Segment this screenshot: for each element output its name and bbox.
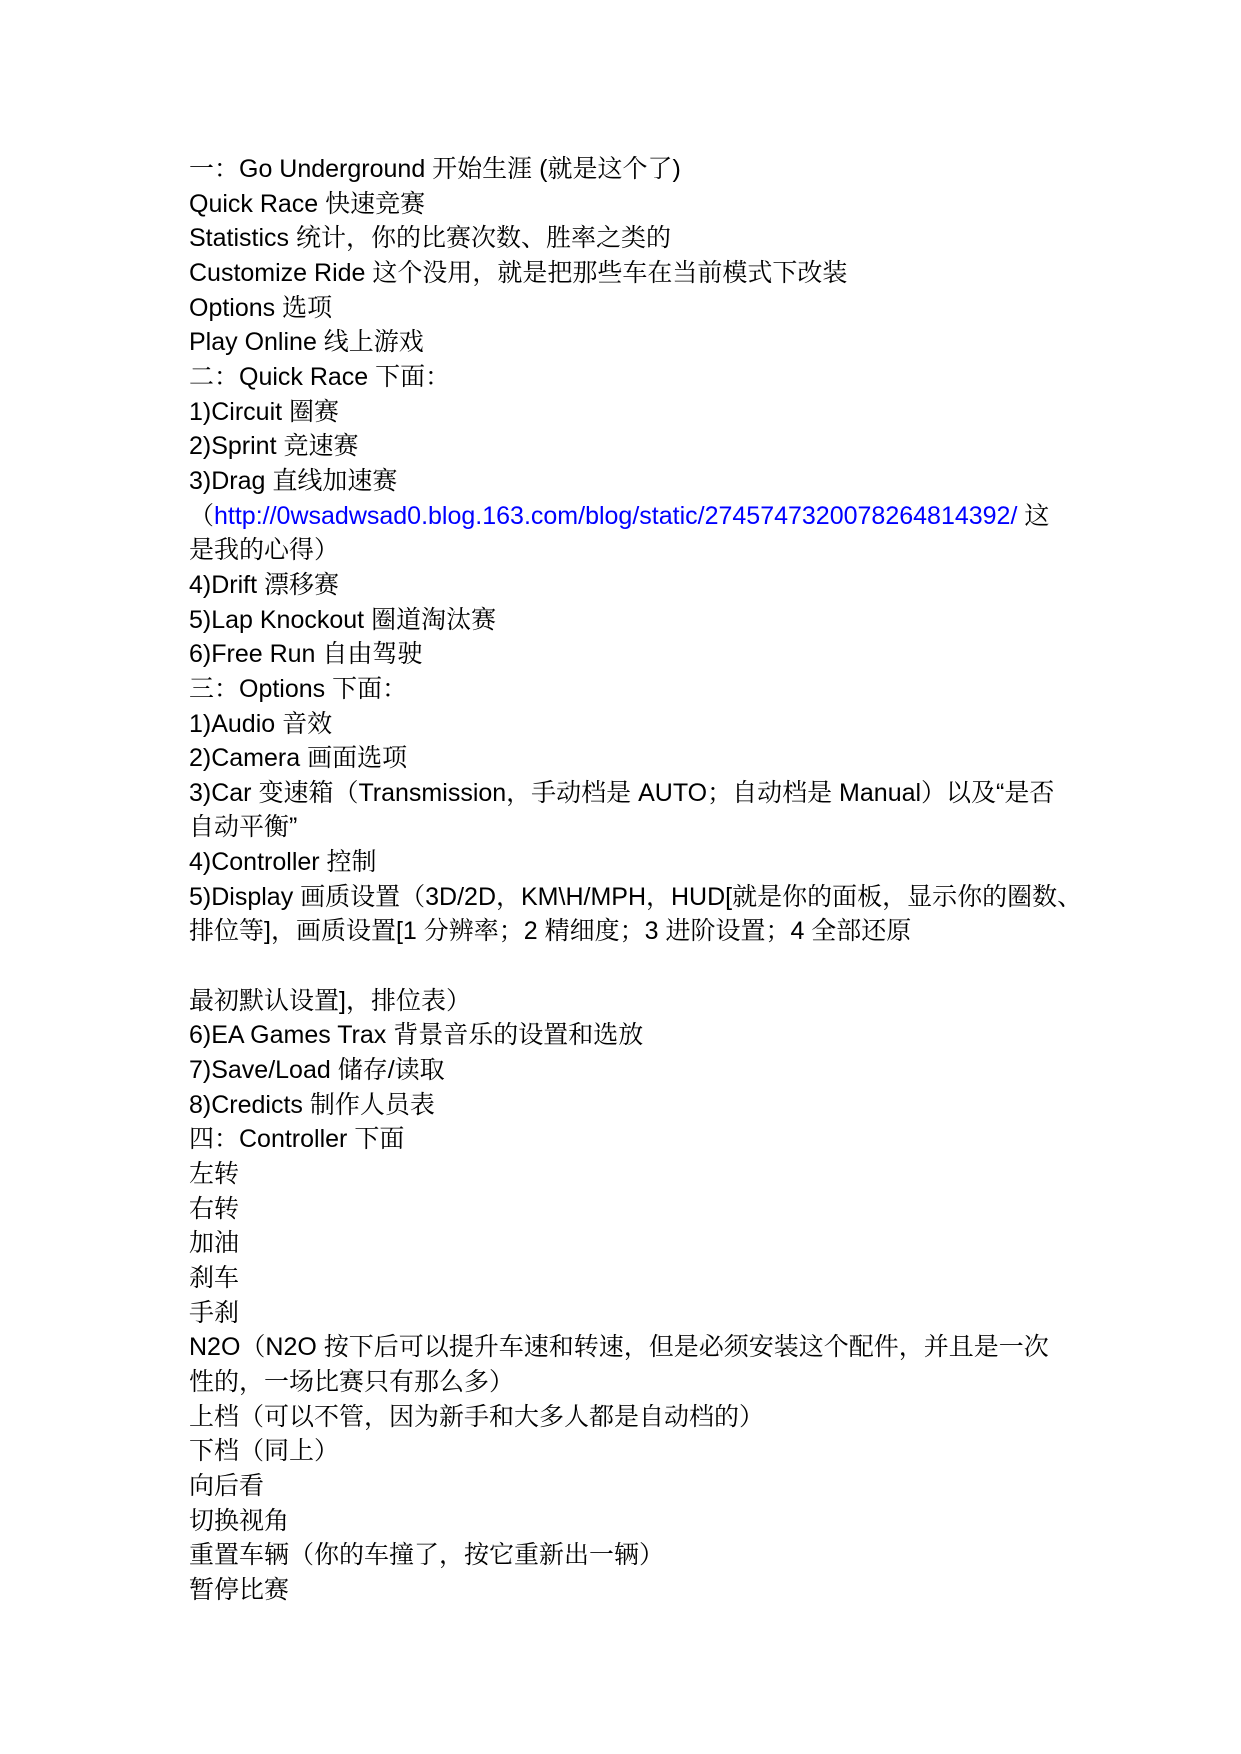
race-mode-drag: 3)Drag 直线加速赛 [189,466,398,495]
drag-note [189,499,1189,568]
option-car [189,776,1189,845]
control-shift-down: 下档（同上） [189,1437,340,1466]
control-steer-right: 右转 [189,1194,240,1223]
control-n2o-line: N2O（N2O 按下后可以提升车速和转速，但是必须安装这个配件，并且是一次 [189,1333,1049,1362]
option-display-line: 5)Display 画质设置（3D/2D，KM\H/MPH，HUD[就是你的面板，显示你的圈数、 [189,882,1083,911]
option-display [189,880,1189,1019]
option-display-line: 最初默认设置]，排位表） [189,986,471,1015]
race-mode-circuit: 1)Circuit 圈赛 [189,397,340,426]
drag-note-open: （ [189,501,215,530]
option-car-line: 3)Car 变速箱（Transmission，手动档是 AUTO；自动档是 Manual）以及“是否 [189,778,1055,807]
menu-item-options: Options 选项 [189,293,333,322]
section-quick-race [189,360,1189,672]
section-heading-options: 三：Options 下面： [189,674,408,703]
control-reset-car: 重置车辆（你的车撞了，按它重新出一辆） [189,1541,665,1570]
menu-item-customize-ride: Customize Ride 这个没用，就是把那些车在当前模式下改装 [189,258,848,287]
option-ea-games-trax: 6)EA Games Trax 背景音乐的设置和选放 [189,1021,644,1050]
blank-line [189,949,1189,984]
drag-note-after-link: 这 [1017,501,1050,530]
section-main-menu [189,152,1189,360]
menu-item-quick-race: Quick Race 快速竞赛 [189,189,426,218]
section-heading-main-menu: 一：Go Underground 开始生涯 (就是这个了) [189,155,681,183]
option-audio: 1)Audio 音效 [189,709,333,738]
document-body [189,152,1189,1608]
section-controller [189,1122,1189,1607]
control-shift-up: 上档（可以不管，因为新手和大多人都是自动档的） [189,1402,765,1431]
option-display-line: 排位等]，画质设置[1 分辨率；2 精细度；3 进阶设置；4 全部还原 [189,917,912,946]
race-mode-sprint: 2)Sprint 竞速赛 [189,432,359,461]
control-steer-left: 左转 [189,1160,240,1189]
race-mode-free-run: 6)Free Run 自由驾驶 [189,640,423,669]
option-car-line: 自动平衡” [189,813,298,842]
option-credits: 8)Credicts 制作人员表 [189,1090,435,1119]
drag-note-continuation: 是我的心得） [189,536,340,565]
control-look-back: 向后看 [189,1471,265,1500]
control-pause: 暂停比赛 [189,1575,290,1604]
option-camera: 2)Camera 画面选项 [189,744,408,773]
control-change-camera: 切换视角 [189,1506,290,1535]
section-heading-controller: 四：Controller 下面 [189,1125,405,1154]
menu-item-statistics: Statistics 统计，你的比赛次数、胜率之类的 [189,224,671,253]
option-controller: 4)Controller 控制 [189,848,377,877]
race-mode-drift: 4)Drift 漂移赛 [189,570,340,599]
blog-link[interactable]: http://0wsadwsad0.blog.163.com/blog/static/2745747320078264814392/ [214,501,1018,530]
control-accelerate: 加油 [189,1229,240,1258]
control-brake: 刹车 [189,1264,240,1292]
control-n2o [189,1330,1189,1399]
control-handbrake: 手刹 [189,1298,240,1327]
section-options [189,672,1189,1123]
section-heading-quick-race: 二：Quick Race 下面： [189,362,451,391]
drag-note-line [189,499,1189,534]
menu-item-play-online: Play Online 线上游戏 [189,328,424,357]
control-n2o-line: 性的，一场比赛只有那么多） [189,1367,515,1396]
race-mode-lap-knockout: 5)Lap Knockout 圈道淘汰赛 [189,605,497,634]
option-save-load: 7)Save/Load 储存/读取 [189,1056,445,1085]
